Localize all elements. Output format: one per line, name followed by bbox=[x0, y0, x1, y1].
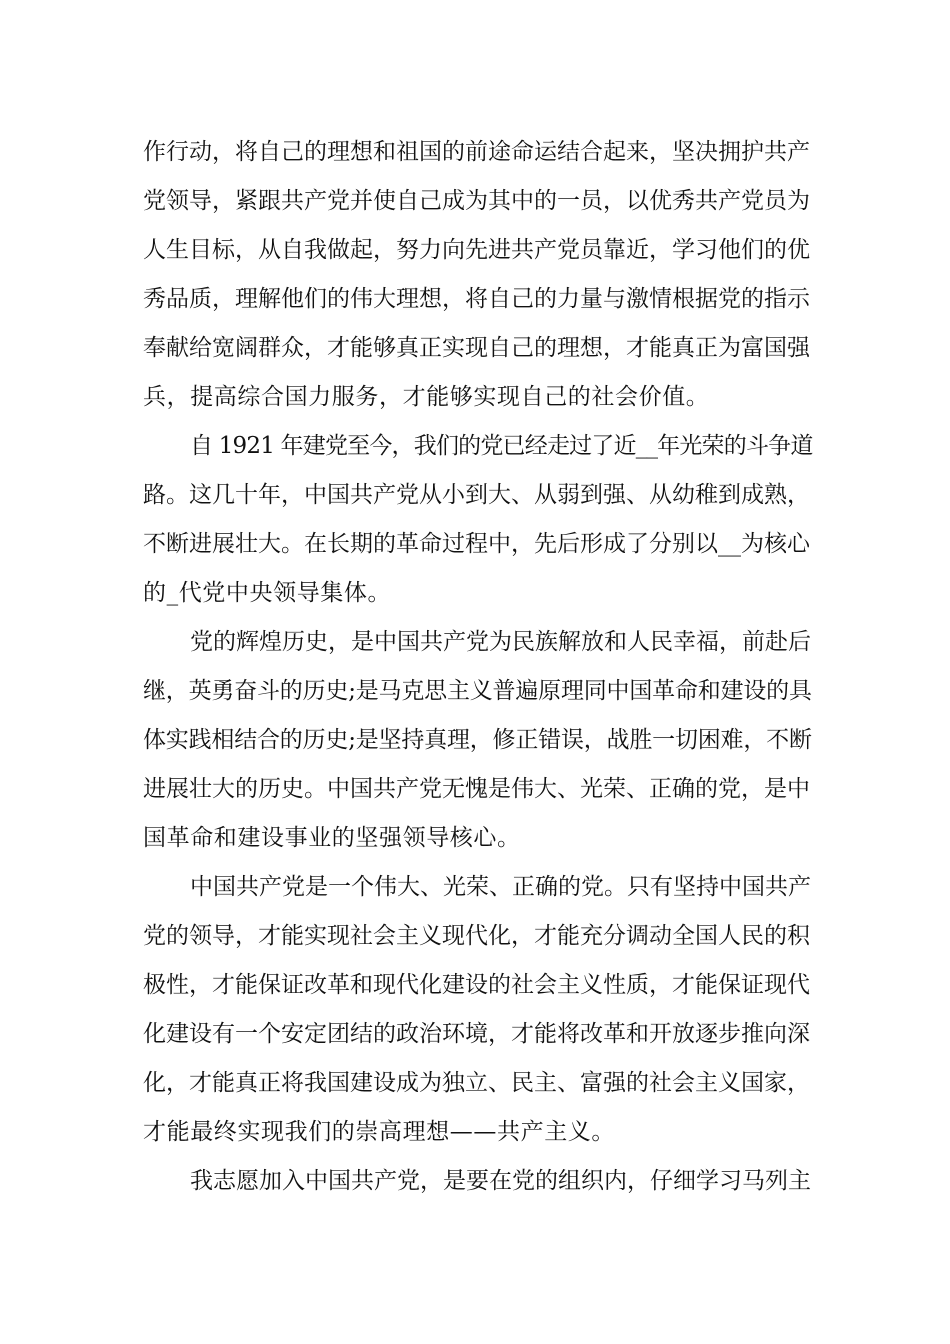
paragraph-2-line-2: 路。这几十年，中国共产党从小到大、从弱到强、从幼稚到成熟， bbox=[143, 482, 810, 508]
paragraph-2-line-4: 的_代党中央领导集体。 bbox=[143, 580, 392, 606]
paragraph-2-line-1: 自 1921 年建党至今，我们的党已经走过了近__年光荣的斗争道 bbox=[190, 433, 813, 459]
paragraph-2-line-3: 不断进展壮大。在长期的革命过程中，先后形成了分别以__为核心 bbox=[143, 531, 810, 557]
paragraph-1-line-5: 奉献给宽阔群众，才能够真正实现自己的理想，才能真正为富国强 bbox=[143, 335, 810, 361]
paragraph-3-line-5: 国革命和建设事业的坚强领导核心。 bbox=[143, 825, 521, 851]
paragraph-1-line-6: 兵，提高综合国力服务，才能够实现自己的社会价值。 bbox=[143, 384, 710, 410]
paragraph-4-line-3: 极性，才能保证改革和现代化建设的社会主义性质，才能保证现代 bbox=[143, 972, 810, 998]
paragraph-1-line-3: 人生目标，从自我做起，努力向先进共产党员靠近，学习他们的优 bbox=[143, 237, 810, 263]
paragraph-5-line-1: 我志愿加入中国共产党，是要在党的组织内，仔细学习马列主 bbox=[190, 1168, 811, 1194]
paragraph-4-line-4: 化建设有一个安定团结的政治环境，才能将改革和开放逐步推向深 bbox=[143, 1021, 810, 1047]
paragraph-3-line-3: 体实践相结合的历史;是坚持真理，修正错误，战胜一切困难，不断 bbox=[143, 727, 812, 753]
paragraph-3-line-2: 继，英勇奋斗的历史;是马克思主义普遍原理同中国革命和建设的具 bbox=[143, 678, 812, 704]
paragraph-4-line-6: 才能最终实现我们的崇高理想——共产主义。 bbox=[143, 1119, 615, 1145]
paragraph-1-line-1: 作行动，将自己的理想和祖国的前途命运结合起来，坚决拥护共产 bbox=[143, 139, 810, 165]
paragraph-4-line-1: 中国共产党是一个伟大、光荣、正确的党。只有坚持中国共产 bbox=[190, 874, 811, 900]
paragraph-4-line-5: 化，才能真正将我国建设成为独立、民主、富强的社会主义国家， bbox=[143, 1070, 810, 1096]
paragraph-3-line-4: 进展壮大的历史。中国共产党无愧是伟大、光荣、正确的党，是中 bbox=[143, 776, 810, 802]
paragraph-1-line-2: 党领导，紧跟共产党并使自己成为其中的一员，以优秀共产党员为 bbox=[143, 188, 810, 214]
paragraph-1-line-4: 秀品质，理解他们的伟大理想，将自己的力量与激情根据党的指示 bbox=[143, 286, 810, 312]
paragraph-3-line-1: 党的辉煌历史，是中国共产党为民族解放和人民幸福，前赴后 bbox=[190, 629, 811, 655]
paragraph-4-line-2: 党的领导，才能实现社会主义现代化，才能充分调动全国人民的积 bbox=[143, 923, 810, 949]
